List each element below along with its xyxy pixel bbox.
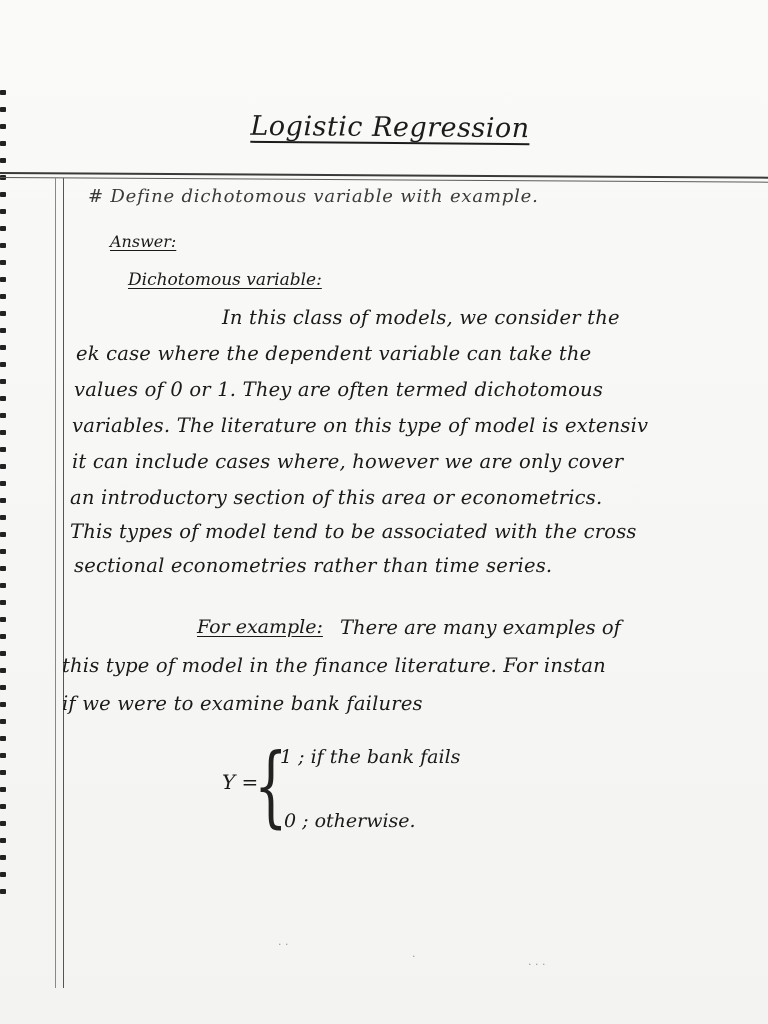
- pencil-speck: ·: [412, 950, 416, 963]
- margin-line: [63, 178, 64, 988]
- paragraph-line: values of 0 or 1. They are often termed dichotomous: [74, 378, 604, 401]
- page-title: Logistic Regression: [250, 110, 530, 145]
- answer-label: Answer:: [110, 232, 177, 251]
- paragraph-line: This types of model tend to be associated with the cross: [70, 520, 637, 543]
- paragraph-line: it can include cases where, however we are only cover: [72, 450, 624, 473]
- example-line: if we were to examine bank failures: [62, 692, 423, 715]
- pencil-speck: · ·: [278, 938, 289, 951]
- paragraph-line: sectional econometries rather than time series.: [74, 554, 553, 577]
- example-line: There are many examples of: [340, 616, 621, 639]
- subheading: Dichotomous variable:: [128, 270, 322, 290]
- formula-lhs: Y =: [222, 770, 259, 794]
- example-label: For example:: [197, 616, 323, 638]
- curly-brace-icon: {: [254, 734, 288, 837]
- formula-case: 0 ; otherwise.: [284, 810, 416, 832]
- header-rule: [0, 172, 768, 183]
- paragraph-line: In this class of models, we consider the: [222, 306, 620, 329]
- pencil-speck: · · ·: [528, 958, 546, 971]
- paragraph-line: an introductory section of this area or econometrics.: [70, 486, 603, 509]
- spiral-binding: [0, 90, 8, 990]
- margin-line-outer: [55, 178, 56, 988]
- paragraph-line: ek case where the dependent variable can take the: [76, 342, 592, 365]
- example-line: this type of model in the finance literature. For instan: [62, 654, 606, 677]
- paragraph-line: variables. The literature on this type of model is extensiv: [72, 414, 649, 437]
- formula-case: 1 ; if the bank fails: [280, 746, 461, 768]
- question-text: # Define dichotomous variable with example.: [88, 186, 539, 207]
